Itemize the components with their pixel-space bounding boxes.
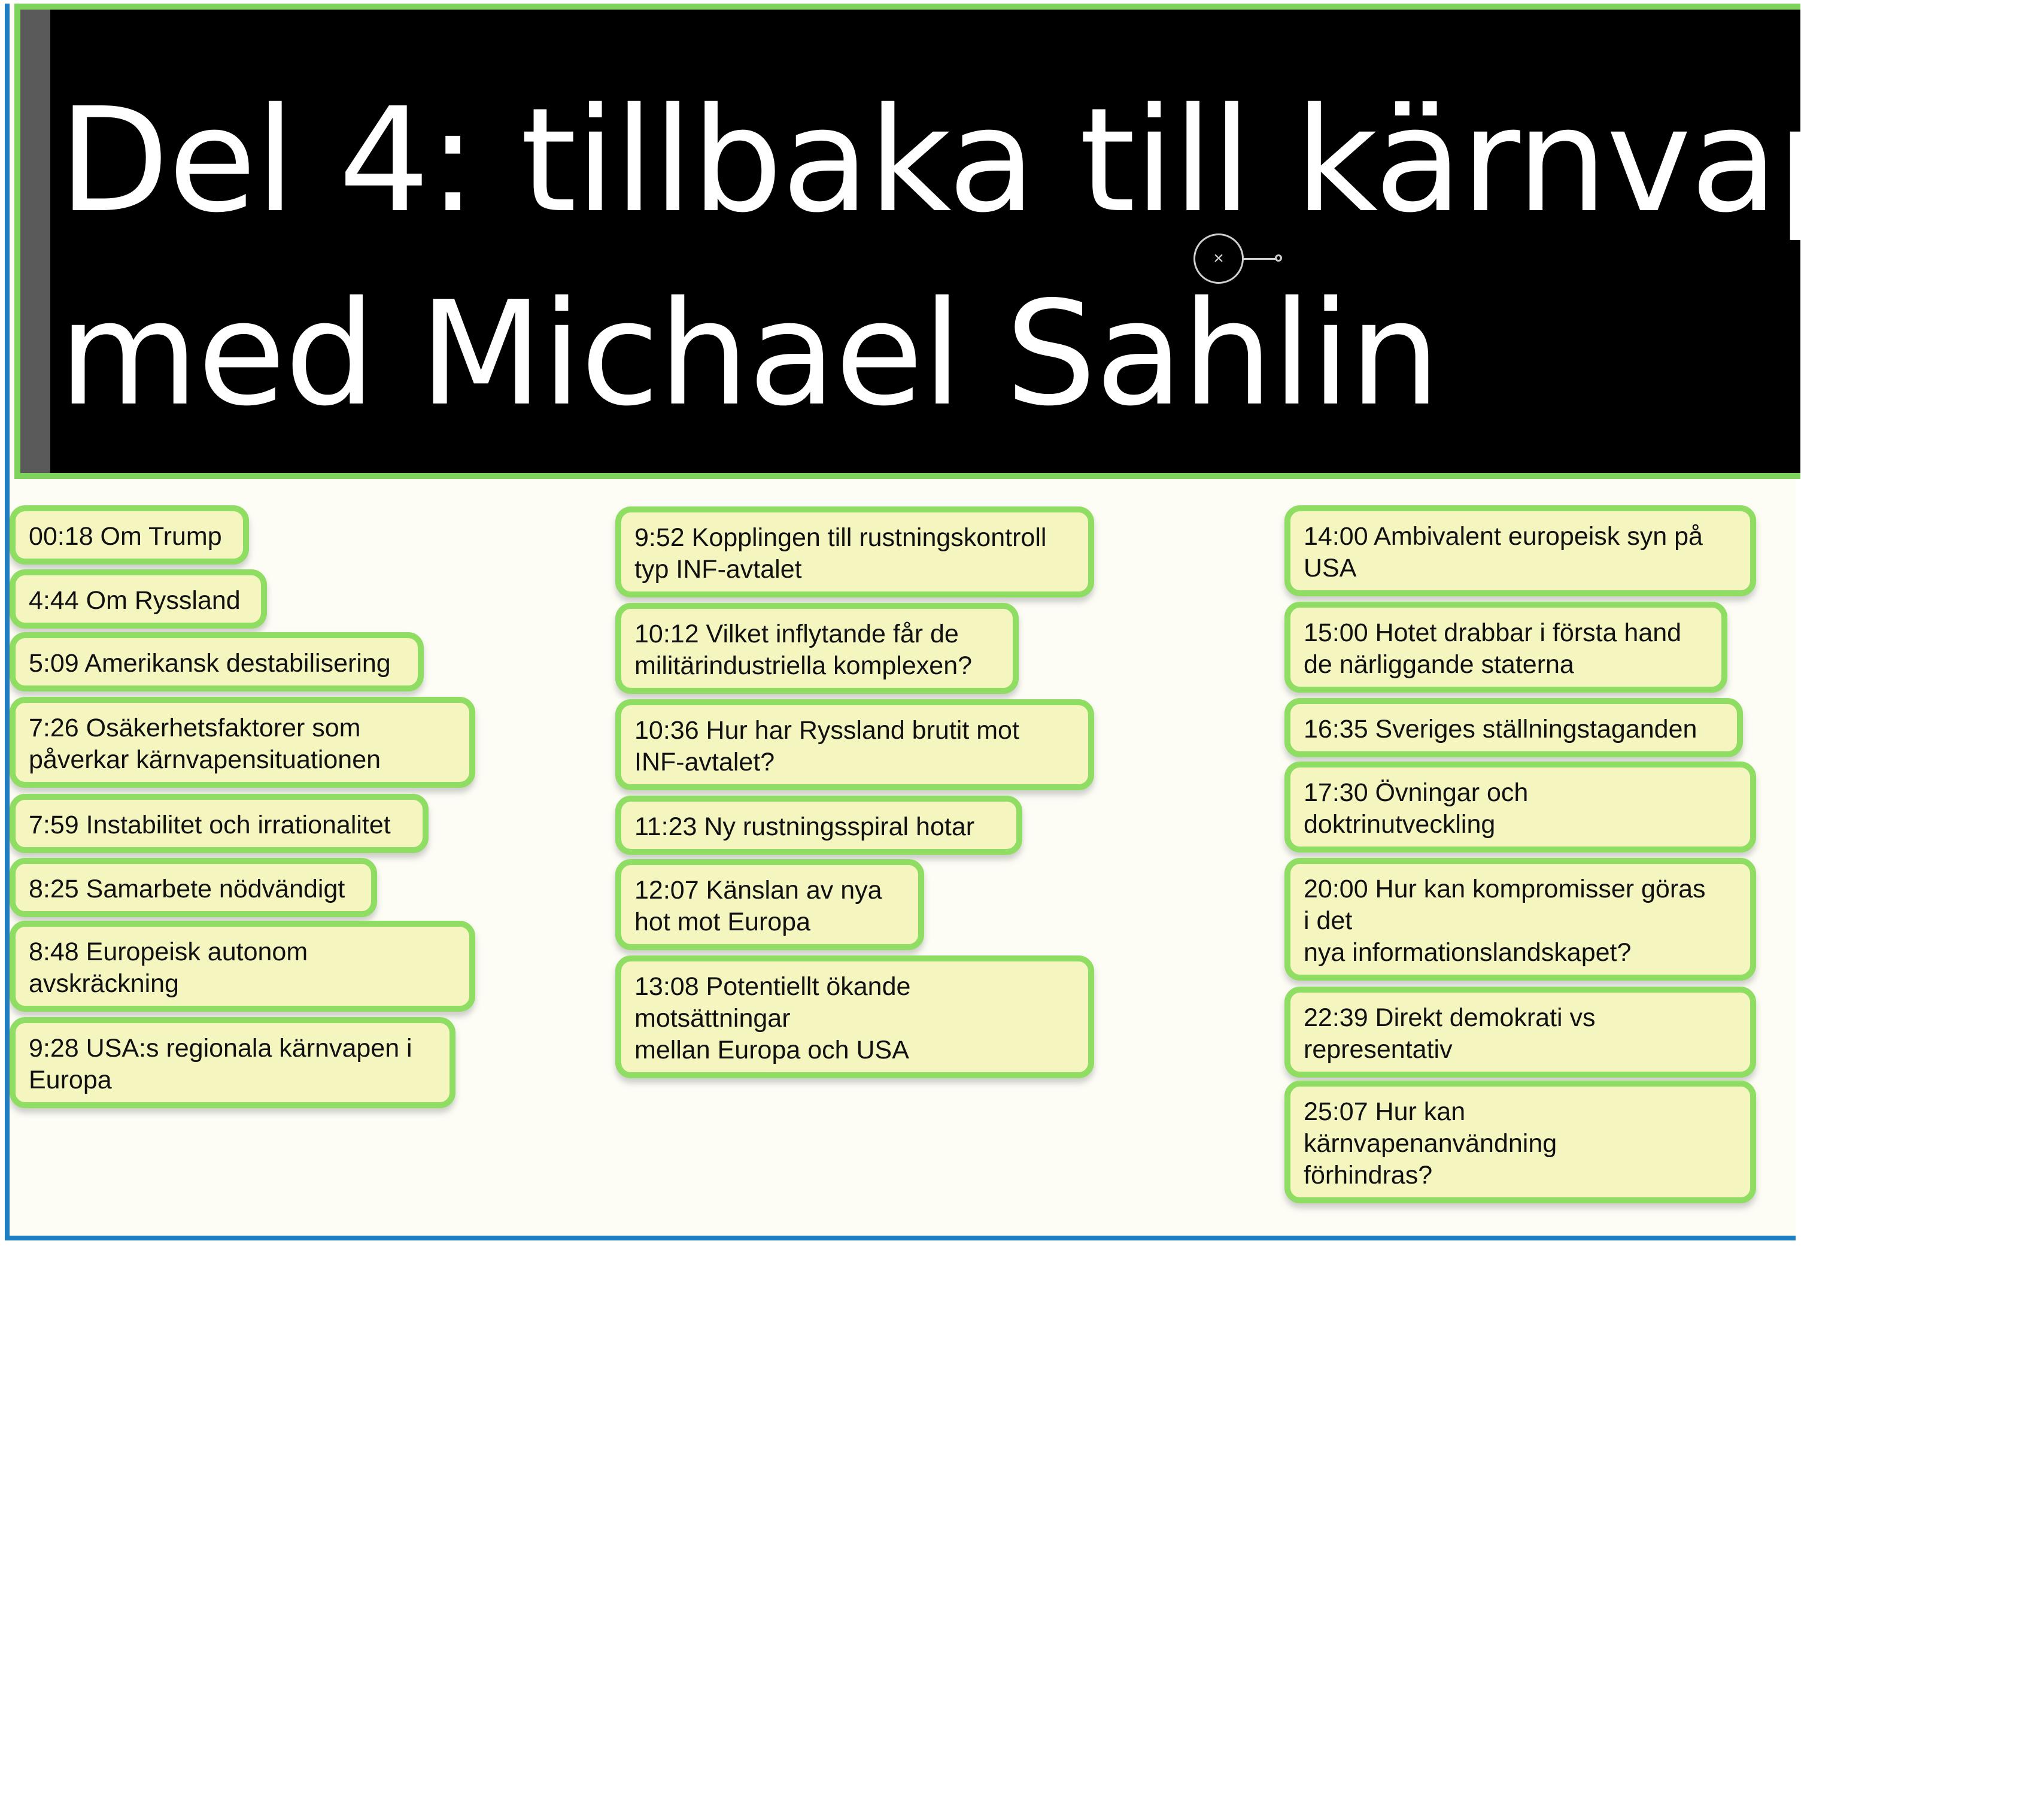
topic-node[interactable]: 16:35 Sveriges ställningstaganden <box>1284 698 1743 757</box>
topic-node[interactable]: 20:00 Hur kan kompromisser göras i det nya informationslandskapet? <box>1284 858 1756 981</box>
topic-node[interactable]: 22:39 Direkt demokrati vs representativ <box>1284 987 1756 1078</box>
title-line-2: med Michael Sahlin <box>59 270 1439 438</box>
node-connector-handle[interactable] <box>1193 233 1319 287</box>
topic-node[interactable]: 25:07 Hur kan kärnvapenanvändning förhindras? <box>1284 1081 1756 1203</box>
topic-node[interactable]: 17:30 Övningar och doktrinutveckling <box>1284 762 1756 853</box>
topic-node[interactable]: 7:59 Instabilitet och irrationalitet <box>10 794 429 853</box>
topic-node[interactable]: 5:09 Amerikansk destabilisering <box>10 632 424 691</box>
title-gutter <box>20 10 50 473</box>
connector-dot[interactable] <box>1275 254 1282 262</box>
topic-node[interactable]: 8:48 Europeisk autonom avskräckning <box>10 921 475 1012</box>
topic-node[interactable]: 4:44 Om Ryssland <box>10 569 267 629</box>
topic-node[interactable]: 9:52 Kopplingen till rustningskontroll typ INF-avtalet <box>615 506 1094 597</box>
connector-line <box>1244 258 1276 260</box>
topic-node[interactable]: 9:28 USA:s regionala kärnvapen i Europa <box>10 1017 455 1108</box>
mindmap-canvas <box>5 4 2044 1240</box>
topic-node[interactable]: 13:08 Potentiellt ökande motsättningar mellan Europa och USA <box>615 955 1094 1078</box>
topic-node[interactable]: 8:25 Samarbete nödvändigt <box>10 858 377 917</box>
topic-node[interactable]: 00:18 Om Trump <box>10 505 249 565</box>
topic-node[interactable]: 10:36 Hur har Ryssland brutit mot INF-avtalet? <box>615 699 1094 790</box>
close-icon[interactable]: × <box>1193 233 1244 284</box>
title-node[interactable] <box>14 4 2044 479</box>
topic-node[interactable]: 10:12 Vilket inflytande får de militärindustriella komplexen? <box>615 603 1019 694</box>
topic-node[interactable]: 11:23 Ny rustningsspiral hotar <box>615 796 1022 855</box>
topic-node[interactable]: 12:07 Känslan av nya hot mot Europa <box>615 859 924 950</box>
title-line-1: Del 4: tillbaka till kärnvapen <box>59 77 2044 244</box>
topic-node[interactable]: 15:00 Hotet drabbar i första hand de närliggande staterna <box>1284 602 1727 693</box>
topic-node[interactable]: 14:00 Ambivalent europeisk syn på USA <box>1284 505 1756 596</box>
topic-node[interactable]: 7:26 Osäkerhetsfaktorer som påverkar kärnvapensituationen <box>10 697 475 788</box>
